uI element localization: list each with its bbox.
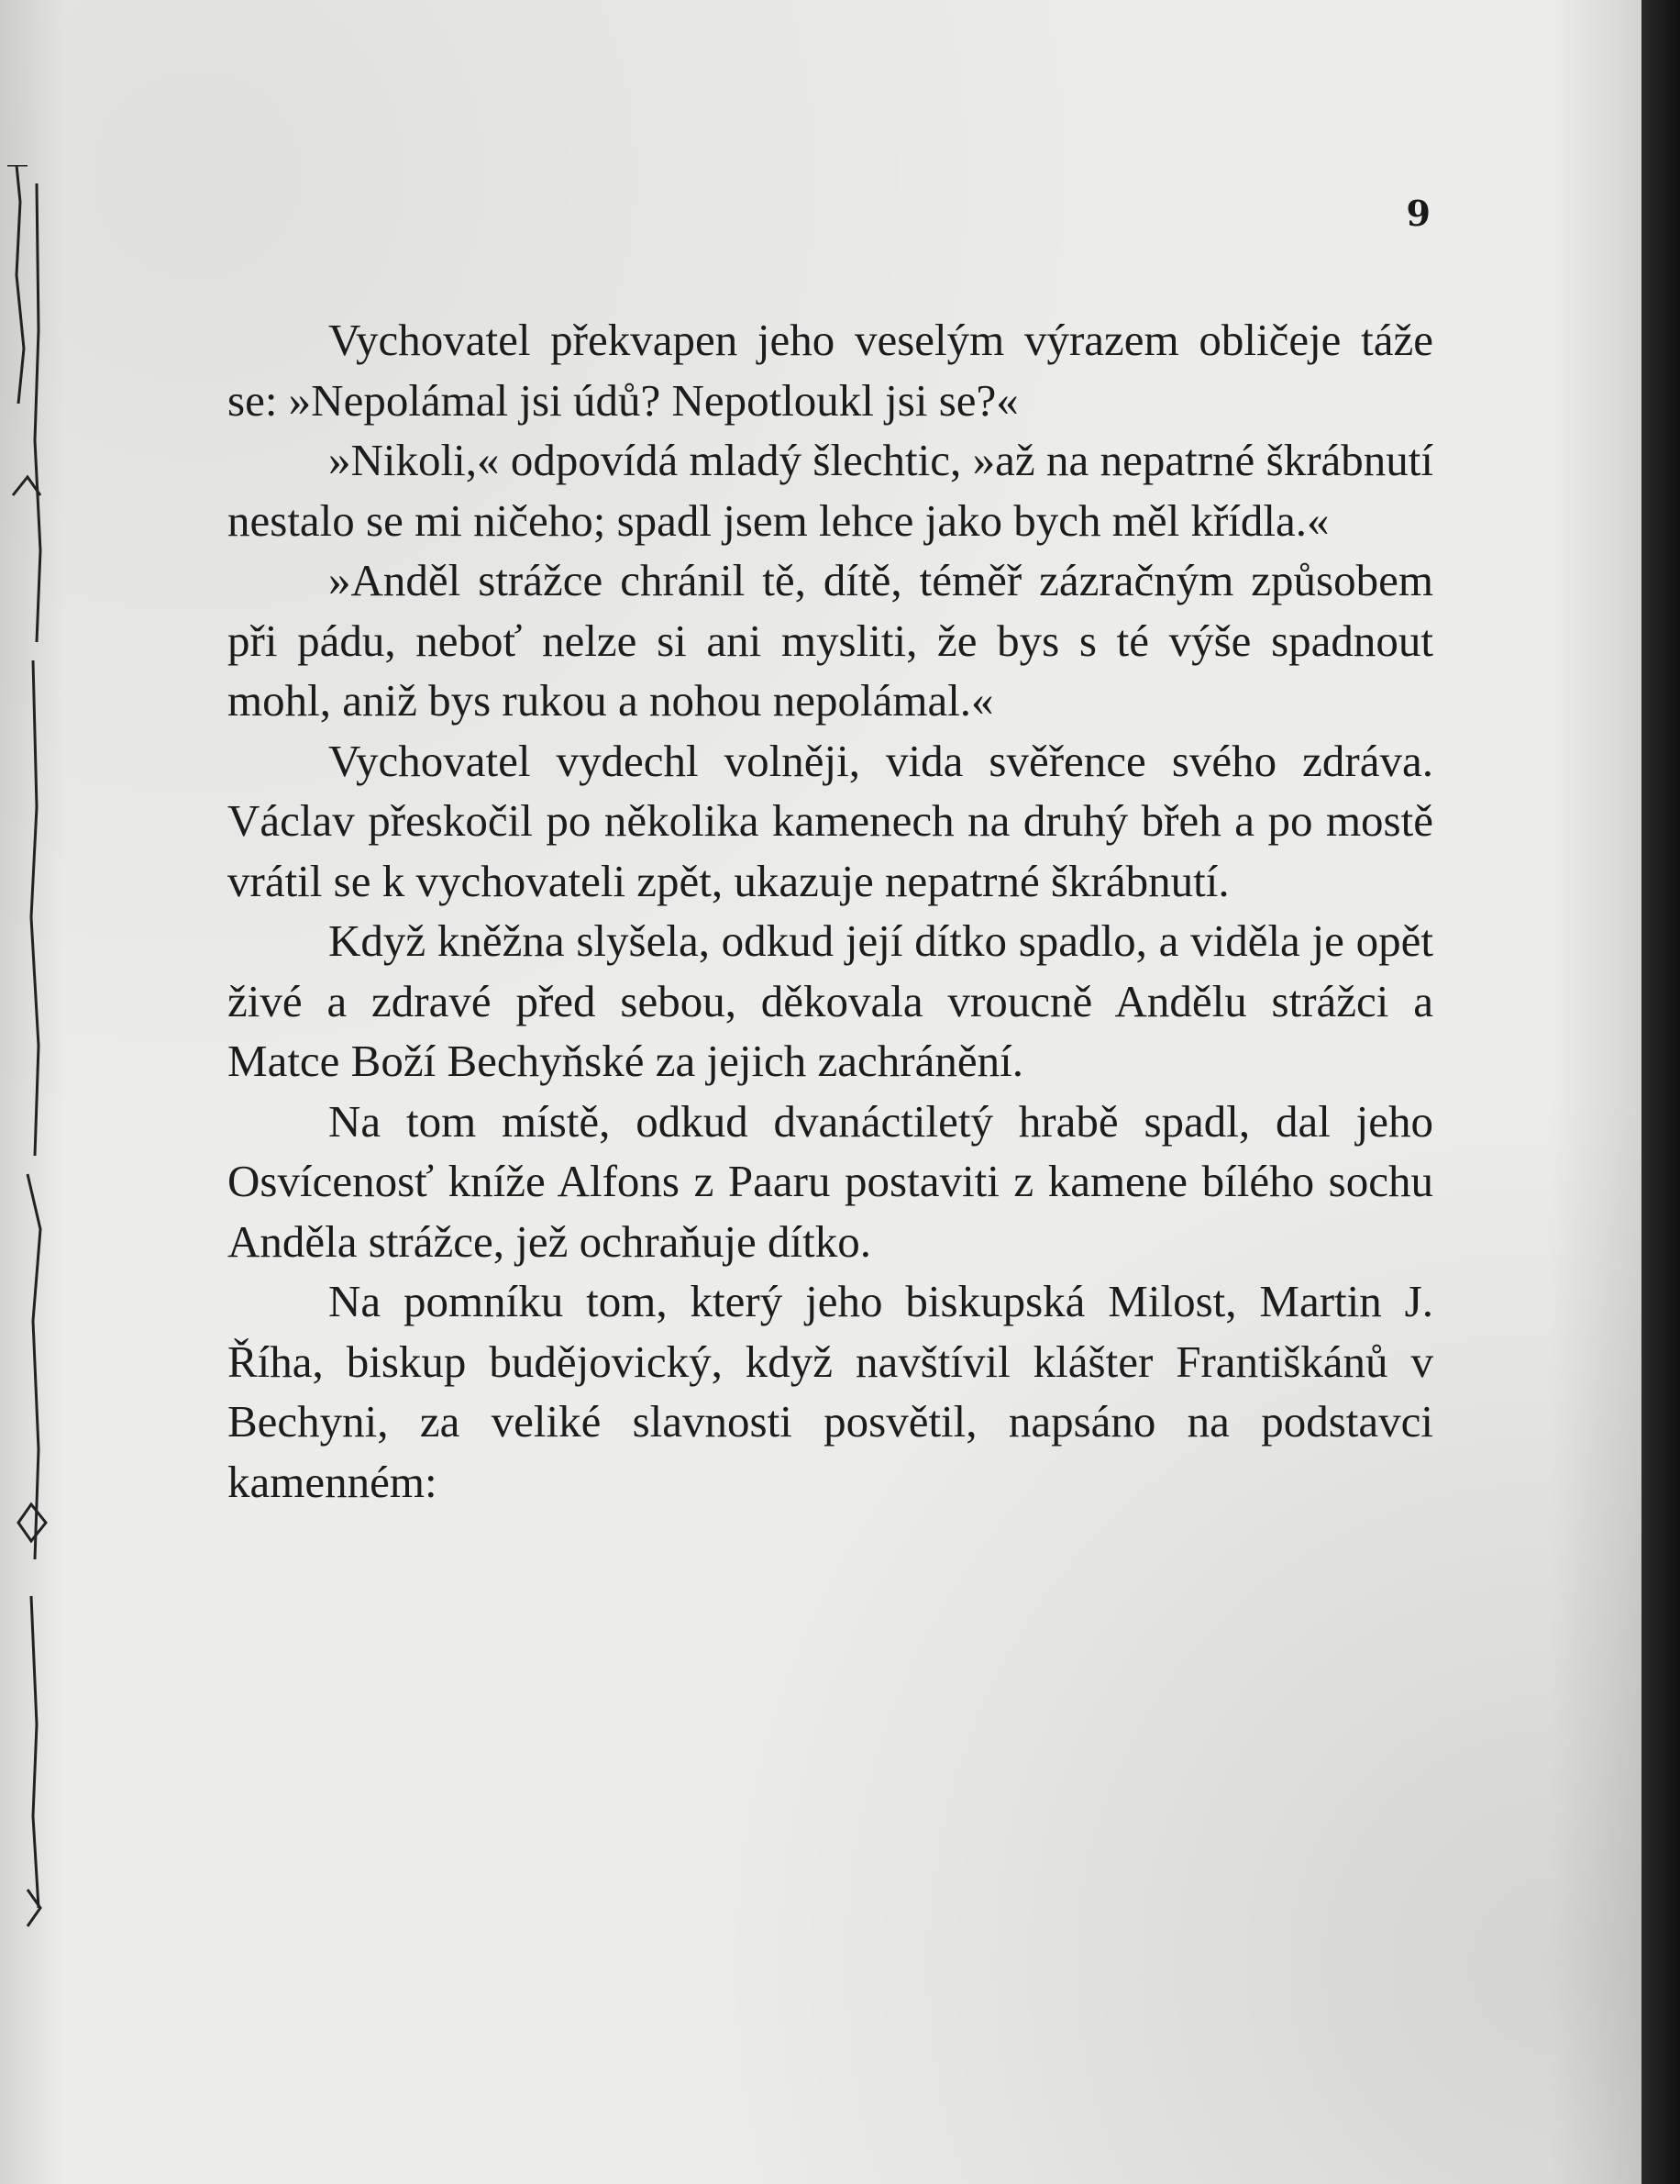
scan-edge <box>1641 0 1680 2184</box>
paragraph: Na tom místě, odkud dvanáctiletý hrabě spadl, dal jeho Osvícenosť kníže Alfons z Paaru postaviti z kamene bílého sochu Anděla strážce, jež ochraňuje dítko. <box>227 1095 1433 1267</box>
paragraph: »Nikoli,« odpovídá mladý šlechtic, »až na nepatrné škrábnutí nestalo se mi ničeho; spadl jsem lehce jako bych měl křídla.« <box>227 435 1433 546</box>
paragraph: Vychovatel vydechl volněji, vida svěřence svého zdráva. Václav přeskočil po několika kamenech na druhý břeh a po mostě vrátil se k vychovateli zpět, ukazuje nepatrné škrábnutí. <box>227 735 1433 906</box>
body-text <box>227 310 1433 1512</box>
paragraph: »Anděl strážce chránil tě, dítě, téměř zázračným způsobem při pádu, neboť nelze si ani mysliti, že bys s té výše spadnout mohl, aniž bys rukou a nohou nepolámal.« <box>227 555 1433 726</box>
binding-edge-marks <box>0 165 64 1954</box>
paragraph: Na pomníku tom, který jeho biskupská Milost, Martin J. Říha, biskup budějovický, když navštívil klášter Františkánů v Bechyni, za veliké slavnosti posvětil, napsáno na podstavci kamenném: <box>227 1276 1433 1507</box>
paragraph: Vychovatel překvapen jeho veselým výrazem obličeje táže se: »Nepolámal jsi údů? Nepotloukl jsi se?« <box>227 315 1433 426</box>
page-number: 9 <box>1406 193 1431 234</box>
paragraph: Když kněžna slyšela, odkud její dítko spadlo, a viděla je opět živé a zdravé před sebou, děkovala vroucně Andělu strážci a Matce Boží Bechyňské za jejich zachránění. <box>227 915 1433 1086</box>
